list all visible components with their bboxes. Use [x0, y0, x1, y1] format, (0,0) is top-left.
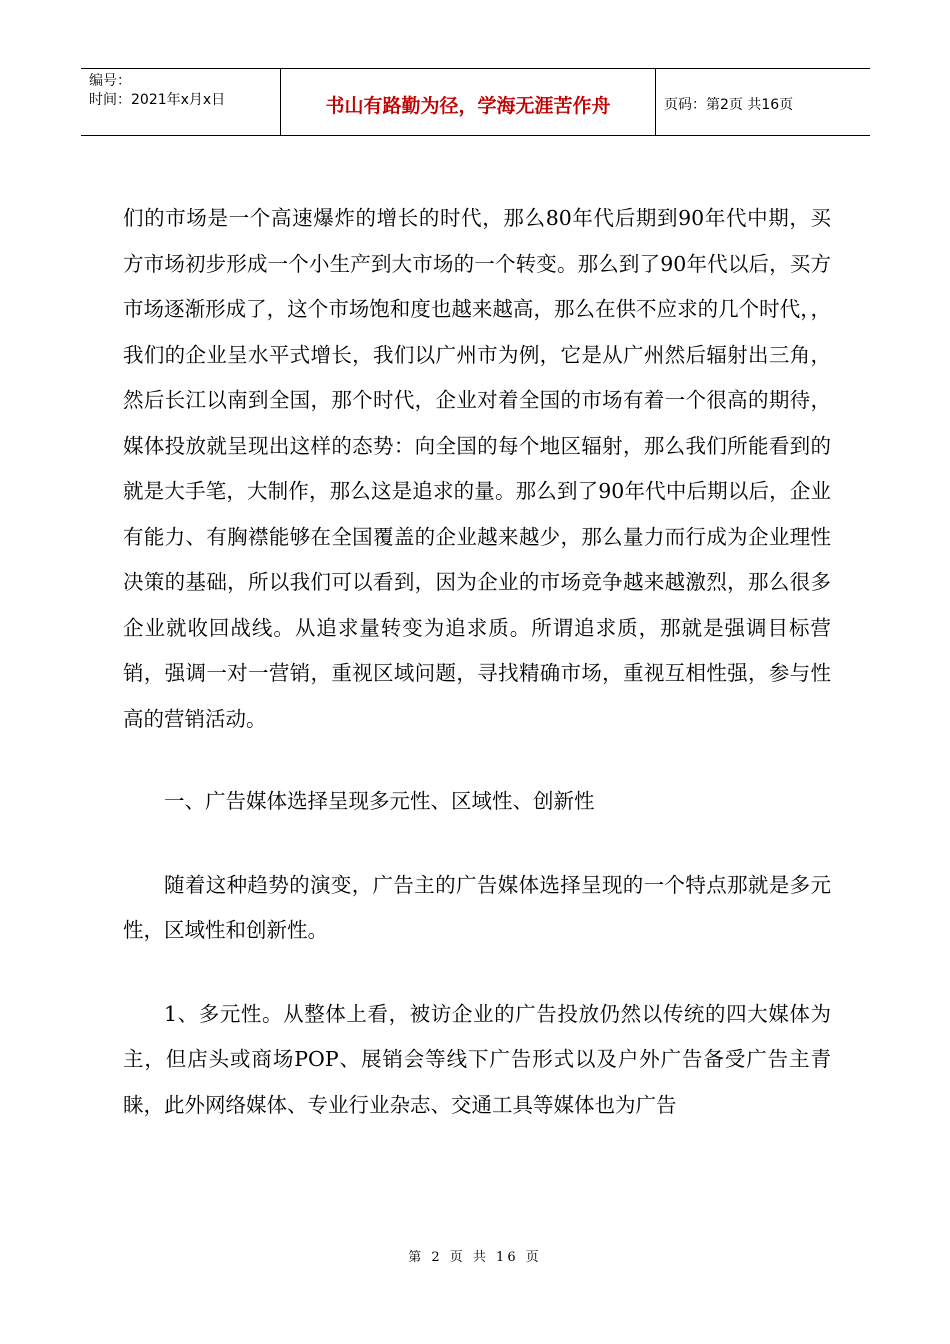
page-header: [81, 68, 870, 136]
section-heading: 一、广告媒体选择呈现多元性、区域性、创新性: [164, 789, 595, 813]
header-meta: [81, 69, 281, 135]
number-label: 编号：: [89, 73, 131, 89]
paragraph-3: 1、多元性。从整体上看，被访企业的广告投放仍然以传统的四大媒体为主，但店头或商场POP、展销会等线下广告形式以及户外广告备受广告主青睐，此外网络媒体、专业行业杂志、交通工具等媒体也为广告: [123, 1001, 831, 1117]
document-body: [123, 196, 831, 1128]
time-label: 时间：2021年x月x日: [89, 92, 226, 108]
paragraph-2: 随着这种趋势的演变，广告主的广告媒体选择呈现的一个特点那就是多元性，区域性和创新性。: [123, 872, 831, 942]
page-footer: 第 2 页 共 16 页: [408, 1250, 542, 1265]
paragraph-1: 们的市场是一个高速爆炸的增长的时代，那么80年代后期到90年代中期，买方市场初步形成一个小生产到大市场的一个转变。那么到了90年代以后，买方市场逐渐形成了，这个市场饱和度也越来越高，那么在供不应求的几个时代，，我们的企业呈水平式增长，我们以广州市为例，它是从广州然后辐射出三角，然后长江以南到全国，那个时代，企业对着全国的市场有着一个很高的期待，媒体投放就呈现出这样的态势：向全国的每个地区辐射，那么我们所能看到的就是大手笔，大制作，那么这是追求的量。那么到了90年代中后期以后，企业有能力、有胸襟能够在全国覆盖的企业越来越少，那么量力而行成为企业理性决策的基础，所以我们可以看到，因为企业的市场竞争越来越激烈，那么很多企业就收回战线。从追求量转变为追求质。所谓追求质，那就是强调目标营销，强调一对一营销，重视区域问题，寻找精确市场，重视互相性强，参与性高的营销活动。: [123, 206, 831, 731]
header-page-info: 页码：第2页 共16页: [664, 97, 794, 113]
header-motto: 书山有路勤为径，学海无涯苦作舟: [281, 69, 656, 135]
